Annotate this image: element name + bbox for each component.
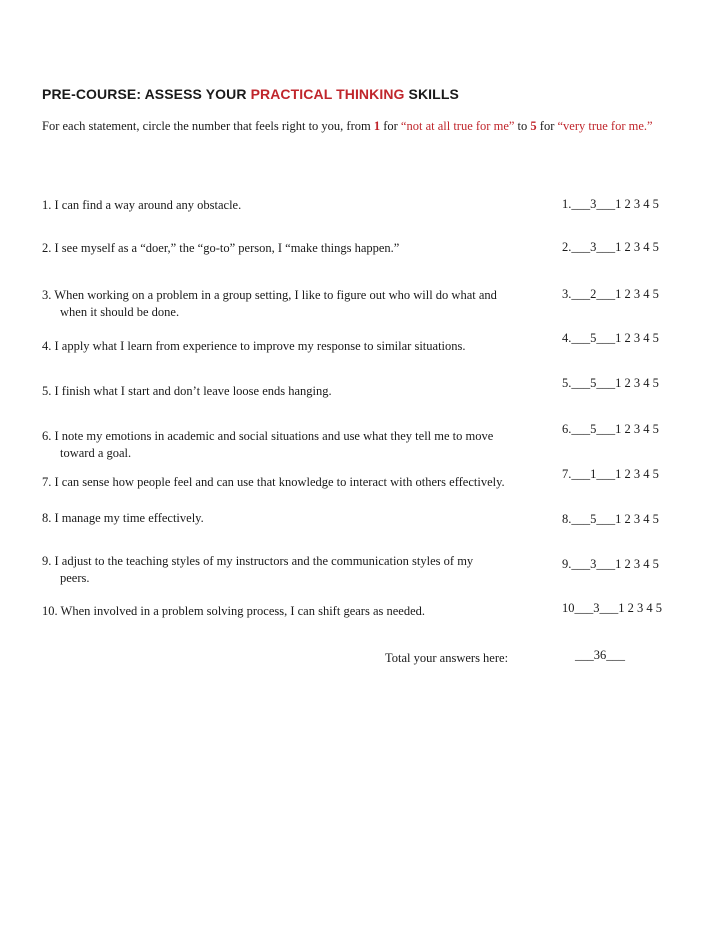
instructions-text-1: For each statement, circle the number that feels right to you, from [42,119,374,133]
statement-6-text: 6. I note my emotions in academic and social situations and use what they tell me to move [42,429,494,443]
instructions-num-5: 5 [530,119,537,133]
total-value[interactable]: ___36___ [575,648,625,662]
statement-9 [42,553,542,587]
statement-7 [42,474,552,491]
instructions-text-4: for [536,119,558,133]
statement-2 [42,240,542,257]
statement-3 [42,287,542,321]
statement-2-text: 2. I see myself as a “doer,” the “go-to” person, I “make things happen.” [42,241,400,255]
title-part-2: SKILLS [404,86,459,102]
score-8[interactable]: 8.___5___1 2 3 4 5 [562,512,659,526]
instructions-quote-1: “not at all true for me” [400,119,515,133]
instructions [42,119,653,134]
score-10[interactable]: 10___3___1 2 3 4 5 [562,601,662,615]
statement-5 [42,383,542,400]
score-2[interactable]: 2.___3___1 2 3 4 5 [562,240,659,254]
score-5[interactable]: 5.___5___1 2 3 4 5 [562,376,659,390]
statement-9-text: 9. I adjust to the teaching styles of my instructors and the communication styles of my [42,554,474,568]
statement-3-text-cont: when it should be done. [60,305,180,319]
instructions-text-2: for [380,119,401,133]
score-9[interactable]: 9.___3___1 2 3 4 5 [562,557,659,571]
statement-1-text: 1. I can find a way around any obstacle. [42,198,242,212]
statement-9-text-cont: peers. [60,571,90,585]
statement-3-text: 3. When working on a problem in a group setting, I like to figure out who will do what and [42,288,497,302]
score-7[interactable]: 7.___1___1 2 3 4 5 [562,467,659,481]
statement-4-text: 4. I apply what I learn from experience to improve my response to similar situations. [42,339,466,353]
instructions-quote-2: “very true for me.” [557,119,653,133]
statement-6 [42,428,542,462]
statement-5-text: 5. I finish what I start and don’t leave loose ends hanging. [42,384,332,398]
statement-10 [42,603,542,620]
page-title [42,86,459,102]
total-label: Total your answers here: [385,651,509,665]
instructions-text-3: to [514,119,531,133]
score-6[interactable]: 6.___5___1 2 3 4 5 [562,422,659,436]
title-highlight: PRACTICAL THINKING [250,86,405,102]
score-3[interactable]: 3.___2___1 2 3 4 5 [562,287,659,301]
instructions-num-1: 1 [373,119,381,133]
statement-8 [42,510,542,527]
statement-7-text: 7. I can sense how people feel and can use that knowledge to interact with others effectively. [42,475,505,489]
statement-4 [42,338,542,355]
score-4[interactable]: 4.___5___1 2 3 4 5 [562,331,659,345]
title-part-1: PRE-COURSE: ASSESS YOUR [42,86,251,102]
statement-1 [42,197,542,214]
score-1[interactable]: 1.___3___1 2 3 4 5 [562,197,659,211]
statement-10-text: 10. When involved in a problem solving process, I can shift gears as needed. [42,604,426,618]
statement-6-text-cont: toward a goal. [60,446,132,460]
statement-8-text: 8. I manage my time effectively. [42,511,204,525]
